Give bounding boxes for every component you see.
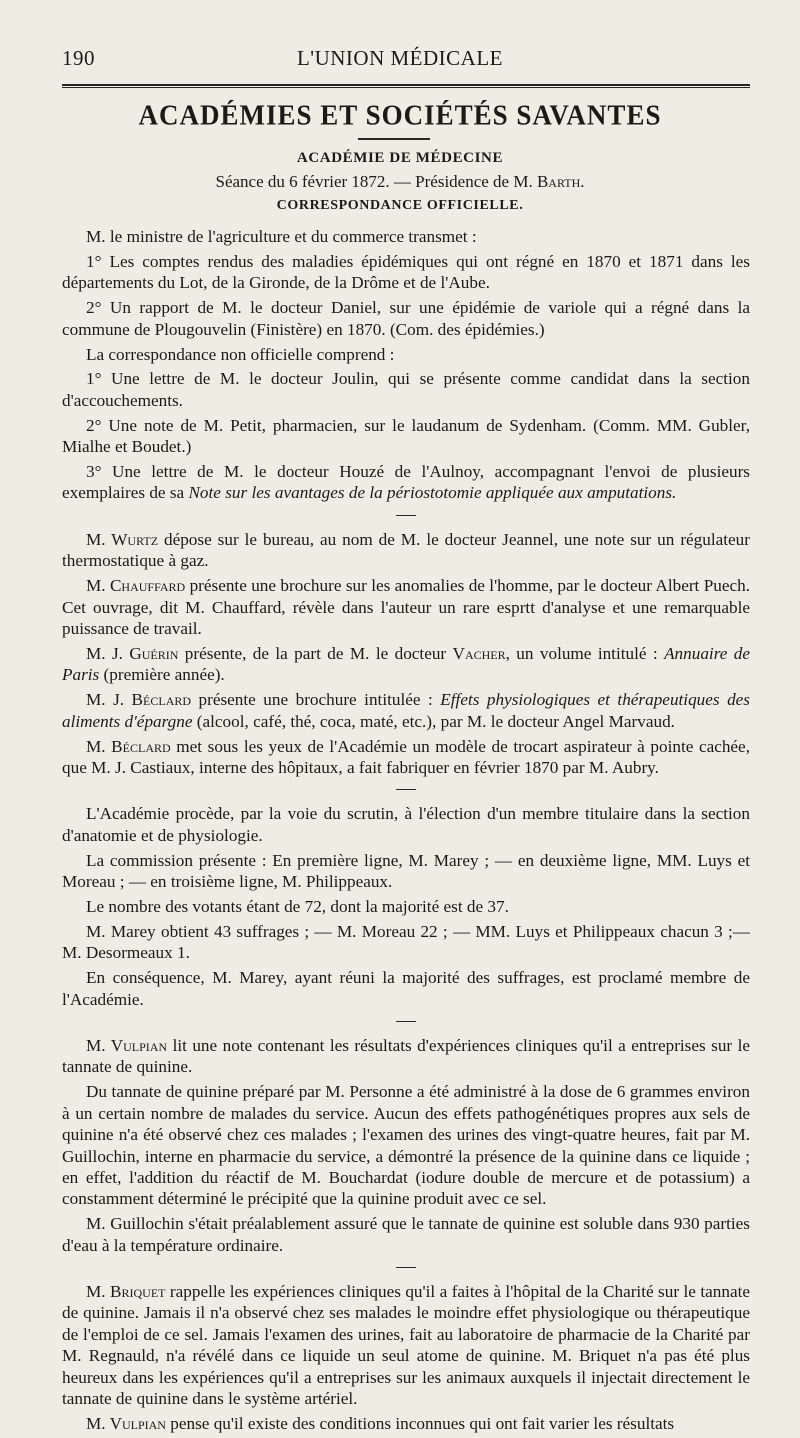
text-run: présente une brochure intitulée : <box>191 690 441 710</box>
journal-title: L'UNION MÉDICALE <box>296 46 503 70</box>
paragraph <box>62 575 750 639</box>
italic-title: Annuaire de Paris <box>62 643 750 685</box>
header-rule <box>62 84 750 86</box>
speaker-name: M. J. Béclard <box>86 690 192 710</box>
paragraph: M. le ministre de l'agriculture et du commerce transmet : <box>86 227 477 246</box>
paragraph <box>62 643 750 686</box>
text-run: met sous les yeux de l'Académie un modèle de trocart aspirateur à pointe cachée, que M. J. Castiaux, interne des hôpitaux, a fait fabriquer en février 1870 par M. Aubry. <box>62 736 750 777</box>
text-run: présente une brochure sur les anomalies de l'homme, par le docteur Albert Puech. Cet ouvrage, dit M. Chauffard, révèle dans l'auteur un rare esprtt d'analyse et une remarquable puissance de travail. <box>62 576 750 638</box>
text-run: pense qu'il existe des conditions inconnues qui ont fait varier les résultats <box>165 1414 675 1433</box>
person-name: Vacher <box>452 643 506 663</box>
seance-prefix: Séance du 6 février 1872. — Présidence de M. <box>215 172 537 191</box>
page-number: 190 <box>62 46 95 70</box>
speaker-name: M. J. Guérin <box>86 643 179 663</box>
italic-title: Effets physiologiques et thérapeutiques des aliments d'épargne <box>62 690 750 731</box>
paragraph: 2° Une note de M. Petit, pharmacien, sur le laudanum de Sydenham. (Comm. MM. Gubler, Mialhe et Boudet.) <box>62 415 750 457</box>
paragraph: L'Académie procède, par la voie du scrutin, à l'élection d'un membre titulaire dans la section d'anatomie et de physiologie. <box>62 804 750 845</box>
seance-president: Barth. <box>536 172 585 191</box>
section-separator <box>396 1021 416 1022</box>
text-run: (première année). <box>99 665 225 685</box>
speaker-name: M. Béclard <box>86 736 171 756</box>
paragraph: Le nombre des votants étant de 72, dont la majorité est de 37. <box>86 896 509 916</box>
paragraph: La commission présente : En première ligne, M. Marey ; — en deuxième ligne, MM. Luys et Moreau ; — en troisième ligne, M. Philippeaux. <box>62 850 750 892</box>
paragraph <box>62 1035 750 1078</box>
title-divider <box>358 138 430 140</box>
header-rule-thin <box>62 87 750 88</box>
paragraph: 1° Une lettre de M. le docteur Joulin, qui se présente comme candidat dans la section d'accouchements. <box>62 369 750 410</box>
page-title: ACADÉMIES ET SOCIÉTÉS SAVANTES <box>138 99 662 131</box>
text-run: (alcool, café, thé, coca, maté, etc.), par M. le docteur Angel Marvaud. <box>192 711 675 731</box>
paragraph: La correspondance non officielle comprend : <box>86 344 395 364</box>
paragraph <box>62 1281 750 1409</box>
speaker-name: M. Briquet <box>86 1282 166 1302</box>
article-body <box>62 220 750 1438</box>
text-run: présente, de la part de M. le docteur <box>178 643 453 663</box>
section-heading: ACADÉMIE DE MÉDECINE <box>296 150 504 166</box>
running-header <box>0 46 800 76</box>
section-separator <box>396 1267 416 1268</box>
paragraph: 1° Les comptes rendus des maladies épidémiques qui ont régné en 1870 et 1871 dans les départements du Lot, de la Gironde, de la Drôme et de l'Aube. <box>62 251 750 293</box>
text-run: lit une note contenant les résultats d'expériences cliniques qu'il a entreprises sur le tannate de quinine. <box>62 1036 750 1077</box>
section-separator <box>396 789 416 790</box>
paragraph: Du tannate de quinine préparé par M. Personne a été administré à la dose de 6 grammes environ à un certain nombre de malades du service. Aucun des effets pathogénétiques propres aux sels de quinine n'a été observé chez ces malades ; l'examen des urines des vingt-quatre heures, fait par M. Guillochin, interne en pharmacie du service, a démontré la présence de la quinine dans ce liquide ; en effet, l'addition du réactif de M. Bouchardat (iodure double de mercure et de potassium) a constamment déterminé le précipité que la quinine produit avec ce sel. <box>62 1082 750 1209</box>
seance-line <box>0 172 800 192</box>
speaker-name: M. Vulpian <box>86 1414 166 1433</box>
text-run: rappelle les expériences cliniques qu'il a faites à l'hôpital de la Charité sur le tannate de quinine. Jamais il n'a observé chez ses malades le moindre effet physiologique ou thérapeutique de l'emploi de ce sel. Jamais l'examen des urines, fait au laboratoire de pharmacie de la Charité par M. Regnauld, n'a révélé dans ce liquide un seul atome de quinine. M. Briquet n'a pas été plus heureux dans les expériences qu'il a entreprises sur les animaux auxquels il injectait directement le tannate de quinine dans le système artériel. <box>62 1282 750 1409</box>
speaker-name: M. Chauffard <box>86 576 186 596</box>
paragraph <box>62 689 750 732</box>
subsection-heading: CORRESPONDANCE OFFICIELLE. <box>276 198 524 213</box>
paragraph: 2° Un rapport de M. le docteur Daniel, sur une épidémie de variole qui a régné dans la commune de Plougouvelin (Finistère) en 1870. (Com. des épidémies.) <box>62 298 750 339</box>
paragraph: M. Guillochin s'était préalablement assuré que le tannate de quinine est soluble dans 930 parties d'eau à la température ordinaire. <box>62 1214 750 1255</box>
paragraph <box>62 529 750 572</box>
paragraph <box>62 736 750 779</box>
italic-title: Note sur les avantages de la périostotomie appliquée aux amputations. <box>188 483 677 503</box>
text-run: dépose sur le bureau, au nom de M. le docteur Jeannel, une note sur un régulateur thermostatique à gaz. <box>62 529 750 571</box>
paragraph <box>62 461 750 504</box>
speaker-name: M. Wurtz <box>86 529 159 549</box>
text-run: , un volume intitulé : <box>505 643 665 663</box>
paragraph: M. Marey obtient 43 suffrages ; — M. Moreau 22 ; — MM. Luys et Philippeaux chacun 3 ;— M. Desormeaux 1. <box>62 921 750 963</box>
speaker-name: M. Vulpian <box>86 1036 168 1055</box>
paragraph <box>62 1413 750 1434</box>
section-separator <box>396 515 416 516</box>
text-run: 3° Une lettre de M. le docteur Houzé de l'Aulnoy, accompagnant l'envoi de plusieurs exemplaires de sa <box>62 462 750 503</box>
paragraph: En conséquence, M. Marey, ayant réuni la majorité des suffrages, est proclamé membre de l'Académie. <box>62 968 750 1009</box>
